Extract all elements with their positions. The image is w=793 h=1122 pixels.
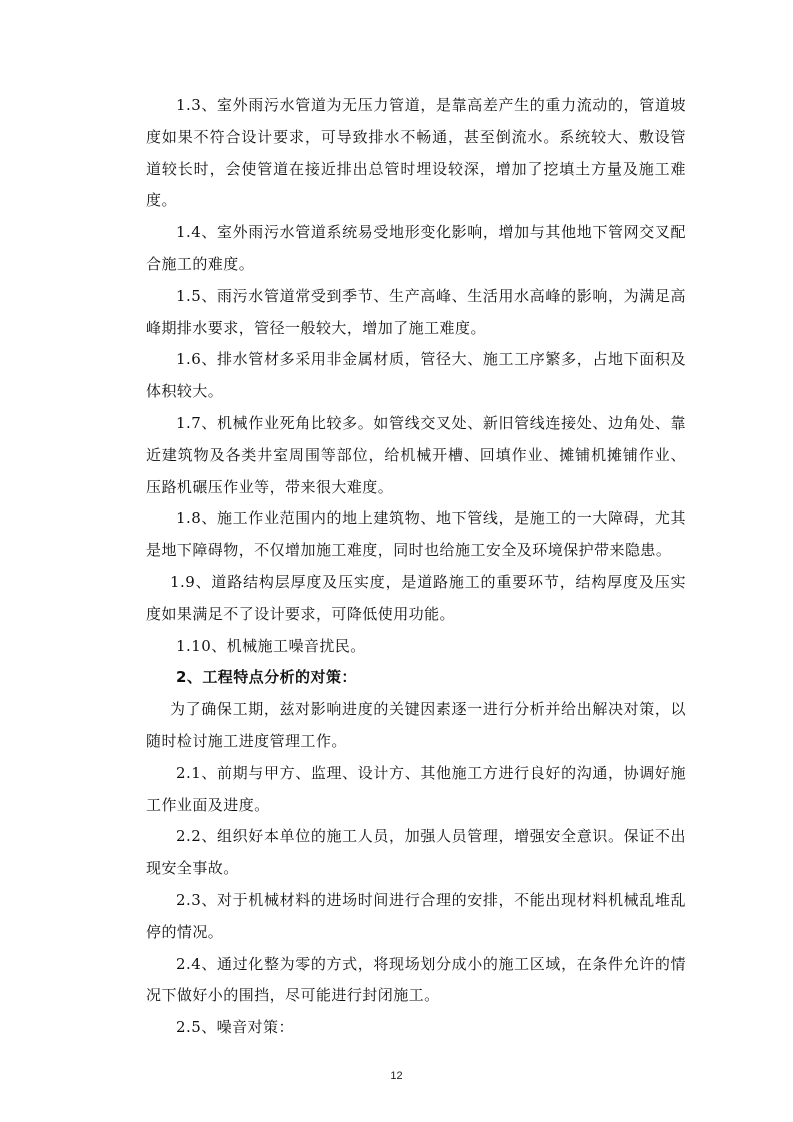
- page-content: [146, 90, 686, 1044]
- paragraph-1-10: 1.10、机械施工噪音扰民。: [176, 636, 366, 655]
- page-number: 12: [390, 1070, 403, 1082]
- paragraph-1-4: 1.4、室外雨污水管道系统易受地形变化影响，增加与其他地下管网交叉配合施工的难度。: [146, 223, 686, 273]
- paragraph-2-3: 2.3、对于机械材料的进场时间进行合理的安排，不能出现材料机械乱堆乱停的情况。: [146, 890, 686, 941]
- section-heading: 2、工程特点分析的对策：: [176, 668, 357, 687]
- paragraph-1-3: 1.3、室外雨污水管道为无压力管道，是靠高差产生的重力流动的，管道坡度如果不符合设计要求，可导致排水不畅通，甚至倒流水。系统较大、敷设管道较长时，会使管道在接近排出总管时埋设较深，增加了挖填土方量及施工难度。: [146, 96, 686, 210]
- paragraph-2-1: 2.1、前期与甲方、监理、设计方、其他施工方进行良好的沟通，协调好施工作业面及进度。: [146, 763, 686, 814]
- paragraph-intro: 为了确保工期，兹对影响进度的关键因素逐一进行分析并给出解决对策，以随时检讨施工进度管理工作。: [146, 700, 686, 750]
- paragraph-2-2: 2.2、组织好本单位的施工人员，加强人员管理，增强安全意识。保证不出现安全事故。: [146, 827, 686, 878]
- paragraph-2-5: 2.5、噪音对策：: [176, 1018, 294, 1037]
- paragraph-1-6: 1.6、排水管材多采用非金属材质，管径大、施工工序繁多，占地下面积及体积较大。: [146, 350, 686, 401]
- paragraph-1-8: 1.8、施工作业范围内的地上建筑物、地下管线，是施工的一大障碍，尤其是地下障碍物，不仅增加施工难度，同时也给施工安全及环境保护带来隐患。: [146, 509, 686, 560]
- paragraph-2-4: 2.4、通过化整为零的方式，将现场划分成小的施工区域，在条件允许的情况下做好小的围挡，尽可能进行封闭施工。: [146, 954, 686, 1005]
- paragraph-1-9: 1.9、道路结构层厚度及压实度，是道路施工的重要环节，结构厚度及压实度如果满足不了设计要求，可降低使用功能。: [146, 572, 686, 623]
- paragraph-1-5: 1.5、雨污水管道常受到季节、生产高峰、生活用水高峰的影响，为满足高峰期排水要求，管径一般较大，增加了施工难度。: [146, 286, 686, 337]
- paragraph-1-7: 1.7、机械作业死角比较多。如管线交叉处、新旧管线连接处、边角处、靠近建筑物及各类井室周围等部位，给机械开槽、回填作业、摊铺机摊铺作业、压路机碾压作业等，带来很大难度。: [146, 413, 686, 496]
